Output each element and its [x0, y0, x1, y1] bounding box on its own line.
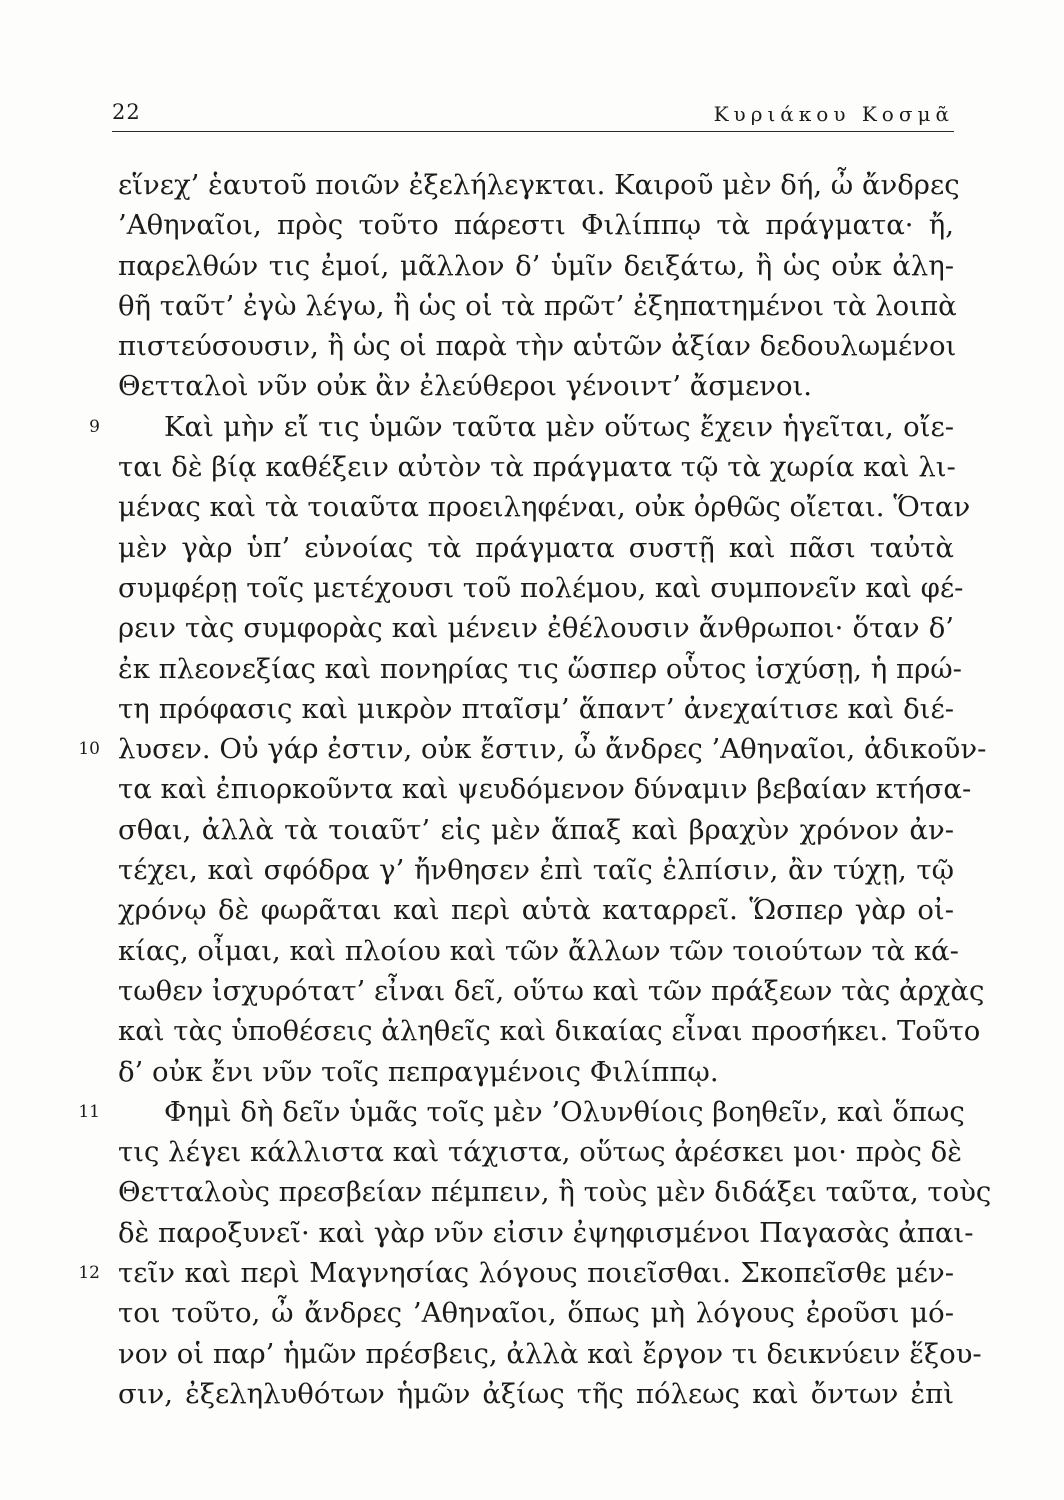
line-text: σθαι, ἀλλὰ τὰ τοιαῦτ’ εἰς μὲν ἅπαξ καὶ βραχὺν χρόνον ἀν- — [118, 813, 954, 846]
text-line — [0, 689, 1064, 729]
line-text: εἵνεχ’ ἑαυτοῦ ποιῶν ἐξελήλεγκται. Καιροῦ μὲν δή, ὦ ἄνδρες — [118, 169, 960, 201]
text-line — [0, 528, 1064, 568]
text-line — [0, 1092, 1064, 1132]
text-line — [0, 447, 1064, 487]
text-line — [0, 1253, 1064, 1293]
text-line — [0, 729, 1064, 769]
text-line — [0, 769, 1064, 809]
line-text: πιστεύσουσιν, ἢ ὡς οἱ παρὰ τὴν αὑτῶν ἀξίαν δεδουλωμένοι — [118, 330, 957, 363]
text-line — [0, 205, 1064, 245]
line-text: ἐκ πλεονεξίας καὶ πονηρίας τις ὥσπερ οὗτος ἰσχύσῃ, ἡ πρώ- — [118, 652, 962, 685]
line-text: συμφέρῃ τοῖς μετέχουσι τοῦ πολέμου, καὶ συμπονεῖν καὶ φέ- — [118, 571, 964, 604]
line-text: Θετταλοὶ νῦν οὐκ ἂν ἐλεύθεροι γένοιντ’ ἄσμενοι. — [118, 370, 813, 403]
line-text: μένας καὶ τὰ τοιαῦτα προειληφέναι, οὐκ ὀρθῶς οἴεται. Ὅταν — [118, 491, 971, 524]
text-line — [0, 246, 1064, 286]
line-text: χρόνῳ δὲ φωρᾶται καὶ περὶ αὑτὰ καταρρεῖ. Ὥσπερ γὰρ οἰ- — [118, 894, 954, 927]
section-number: 12 — [78, 1263, 100, 1284]
line-text: τις λέγει κάλλιστα καὶ τάχιστα, οὕτως ἀρέσκει μοι· πρὸς δὲ — [118, 1136, 962, 1169]
text-line — [0, 890, 1064, 930]
line-text: ’Αθηναῖοι, πρὸς τοῦτο πάρεστι Φιλίππῳ τὰ πράγματα· ἤ, — [118, 209, 954, 242]
line-text: λυσεν. Οὐ γάρ ἐστιν, οὐκ ἔστιν, ὦ ἄνδρες ’Αθηναῖοι, ἀδικοῦν- — [118, 733, 987, 766]
text-line — [0, 1132, 1064, 1172]
line-text: θῆ ταῦτ’ ἐγὼ λέγω, ἢ ὡς οἱ τὰ πρῶτ’ ἐξηπατημένοι τὰ λοιπὰ — [118, 289, 957, 322]
text-line — [0, 1011, 1064, 1051]
text-line — [0, 1334, 1064, 1374]
line-text: τωθεν ἰσχυρότατ’ εἶναι δεῖ, οὕτω καὶ τῶν πράξεων τὰς ἀρχὰς — [118, 974, 985, 1007]
line-text: κίας, οἶμαι, καὶ πλοίου καὶ τῶν ἄλλων τῶν τοιούτων τὰ κά- — [118, 934, 959, 967]
page-number: 22 — [112, 100, 141, 124]
header-rule — [112, 131, 954, 132]
line-text: τέχει, καὶ σφόδρα γ’ ἤνθησεν ἐπὶ ταῖς ἐλπίσιν, ἂν τύχῃ, τῷ — [118, 854, 954, 887]
line-text: δ’ οὐκ ἔνι νῦν τοῖς πεπραγμένοις Φιλίππῳ. — [118, 1055, 719, 1088]
text-line — [0, 487, 1064, 527]
line-text: ρειν τὰς συμφορὰς καὶ μένειν ἐθέλουσιν ἄνθρωποι· ὅταν δ’ — [118, 612, 954, 645]
text-line — [0, 1052, 1064, 1092]
line-text: σιν, ἐξεληλυθότων ἡμῶν ἀξίως τῆς πόλεως καὶ ὄντων ἐπὶ — [118, 1377, 954, 1410]
page-header — [112, 100, 954, 130]
text-line — [0, 165, 1064, 205]
section-number: 9 — [89, 416, 100, 437]
text-line — [0, 568, 1064, 608]
text-line — [0, 286, 1064, 326]
text-line — [0, 1293, 1064, 1333]
text-line — [0, 810, 1064, 850]
line-text: νον οἱ παρ’ ἡμῶν πρέσβεις, ἀλλὰ καὶ ἔργον τι δεικνύειν ἕξου- — [118, 1337, 982, 1370]
running-title: Κυριάκου Κοσμᾶ — [713, 102, 954, 126]
line-text: μὲν γὰρ ὑπ’ εὐνοίας τὰ πράγματα συστῇ καὶ πᾶσι ταὐτὰ — [118, 531, 954, 564]
line-text: καὶ τὰς ὑποθέσεις ἀληθεῖς καὶ δικαίας εἶναι προσήκει. Τοῦτο — [118, 1015, 981, 1048]
line-text: ται δὲ βίᾳ καθέξειν αὐτὸν τὰ πράγματα τῷ τὰ χωρία καὶ λι- — [118, 451, 956, 484]
line-text: τεῖν καὶ περὶ Μαγνησίας λόγους ποιεῖσθαι. Σκοπεῖσθε μέν- — [118, 1257, 954, 1290]
section-number: 11 — [78, 1101, 100, 1122]
line-text: δὲ παροξυνεῖ· καὶ γὰρ νῦν εἰσιν ἐψηφισμένοι Παγασὰς ἀπαι- — [118, 1216, 974, 1249]
line-text: παρελθών τις ἐμοί, μᾶλλον δ’ ὑμῖν δειξάτω, ἢ ὡς οὐκ ἀλη- — [118, 249, 954, 282]
section-number: 10 — [78, 739, 100, 760]
text-line — [0, 326, 1064, 366]
text-line — [0, 850, 1064, 890]
line-text: τη πρόφασις καὶ μικρὸν πταῖσμ’ ἅπαντ’ ἀνεχαίτισε καὶ διέ- — [118, 692, 954, 725]
text-line — [0, 971, 1064, 1011]
body-text — [0, 165, 1064, 1414]
line-text: Θετταλοὺς πρεσβείαν πέμπειν, ἣ τοὺς μὲν διδάξει ταῦτα, τοὺς — [118, 1176, 992, 1209]
line-text: Καὶ μὴν εἴ τις ὑμῶν ταῦτα μὲν οὕτως ἔχειν ἡγεῖται, οἴε- — [164, 410, 954, 443]
line-text: Φημὶ δὴ δεῖν ὑμᾶς τοῖς μὲν ’Ολυνθίοις βοηθεῖν, καὶ ὅπως — [164, 1095, 965, 1128]
text-line — [0, 931, 1064, 971]
text-line — [0, 608, 1064, 648]
text-line — [0, 1213, 1064, 1253]
line-text: τοι τοῦτο, ὦ ἄνδρες ’Αθηναῖοι, ὅπως μὴ λόγους ἐροῦσι μό- — [118, 1297, 954, 1330]
text-line — [0, 366, 1064, 406]
text-line — [0, 407, 1064, 447]
line-text: τα καὶ ἐπιορκοῦντα καὶ ψευδόμενον δύναμιν βεβαίαν κτήσα- — [118, 773, 972, 806]
text-line — [0, 649, 1064, 689]
text-line — [0, 1374, 1064, 1414]
text-line — [0, 1172, 1064, 1212]
